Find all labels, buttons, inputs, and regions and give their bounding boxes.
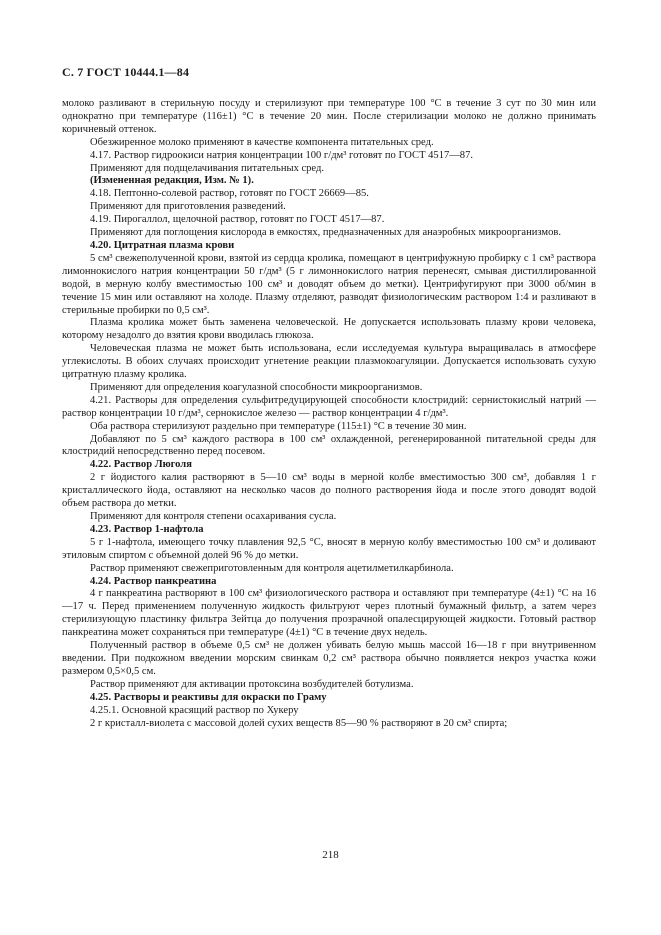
section-heading: 4.20. Цитратная плазма крови (90, 239, 235, 251)
page-header: С. 7 ГОСТ 10444.1—84 (62, 65, 190, 79)
paragraph: Плазма кролика может быть заменена человеческой. Не допускается использовать плазму крови человека, которому незадолго до взятия крови вводилась глюкоза. (62, 317, 596, 342)
paragraph: 2 г йодистого калия растворяют в 5—10 см³ воды в мерной колбе вместимостью 300 см³, добавляя 1 г кристаллического йода, оставляют на несколько часов до полного растворения йода и после этого доводят водой объем раствора до метки. (62, 472, 596, 510)
section-heading: 4.24. Раствор панкреатина (90, 575, 217, 587)
paragraph: Обезжиренное молоко применяют в качестве компонента питательных сред. (90, 136, 434, 148)
paragraph: Полученный раствор в объеме 0,5 см³ не должен убивать белую мышь массой 16—18 г при внутривенном введении. При подкожном введении морским свинкам 0,2 см³ раствора обычно появляется некроз участка кожи размером 0,5×0,5 см. (62, 640, 596, 677)
paragraph: Добавляют по 5 см³ каждого раствора в 100 см³ охлажденной, регенерированной питательной среды для клостридий непосредственно перед посевом. (62, 433, 596, 458)
paragraph: Оба раствора стерилизуют раздельно при температуре (115±1) °С в течение 30 мин. (90, 420, 467, 432)
paragraph: Применяют для приготовления разведений. (90, 201, 286, 213)
paragraph: 4.21. Растворы для определения сульфитредуцирующей способности клостридий: сернистокислый натрий — раствор концентрации 10 г/дм³, сернокислое железо — раствор концентрации 4 г/дм³. (62, 394, 596, 419)
paragraph: Применяют для определения коагулазной способности микроорганизмов. (90, 381, 423, 393)
section-heading: 4.22. Раствор Люголя (90, 459, 192, 471)
paragraph: 4.18. Пептонно-солевой раствор, готовят по ГОСТ 26669—85. (90, 188, 369, 200)
paragraph: 4 г панкреатина растворяют в 100 см³ физиологического раствора и оставляют при температуре (4±1) °С на 16—17 ч. Перед применением полученную жидкость фильтруют через плотный бумажный фильтр, а затем через стерилизующую пластинку фильтра Зейтца до получения прозрачной опалесцирующей жидкости. Готовый раствор панкреатина может сохраняться при температуре (4±1) °С в течение двух недель. (62, 588, 596, 639)
paragraph: 2 г кристалл-виолета с массовой долей сухих веществ 85—90 % растворяют в 20 см³ спирта; (90, 717, 508, 729)
page-number: 218 (322, 849, 339, 861)
paragraph: 4.19. Пирогаллол, щелочной раствор, готовят по ГОСТ 4517—87. (90, 214, 385, 226)
paragraph: 5 г 1-нафтола, имеющего точку плавления 92,5 °С, вносят в мерную колбу вместимостью 100 см³ и доливают этиловым спиртом с объемной долей 96 % до метки. (62, 536, 596, 561)
section-heading: (Измененная редакция, Изм. № 1). (90, 175, 254, 187)
paragraph: Раствор применяют свежеприготовленным для контроля ацетилметилкарбинола. (90, 562, 454, 574)
paragraph: Применяют для контроля степени осахаривания сусла. (90, 511, 337, 522)
section-heading: 4.23. Раствор 1-нафтола (90, 523, 204, 535)
paragraph: Применяют для подщелачивания питательных сред. (90, 162, 324, 174)
paragraph: молоко разливают в стерильную посуду и стерилизуют при температуре 100 °С в течение 3 сут по 30 мин или однократно при температуре (116±1) °С в течение 20 мин. После стерилизации молоко не должно принимать коричневый оттенок. (62, 98, 596, 135)
paragraph: Раствор применяют для активации протоксина возбудителей ботулизма. (90, 678, 414, 690)
paragraph: 4.17. Раствор гидроокиси натрия концентрации 100 г/дм³ готовят по ГОСТ 4517—87. (90, 149, 473, 161)
paragraph: 4.25.1. Основной красящий раствор по Хукеру (90, 704, 299, 716)
paragraph: Человеческая плазма не может быть использована, если исследуемая культура выращивалась в атмосфере углекислоты. В обоих случаях происходит угнетение реакции плазмокоагуляции. Допускается использовать сухую цитратную плазму кролика. (62, 343, 596, 381)
paragraph: Применяют для поглощения кислорода в емкостях, предназначенных для анаэробных микроорганизмов. (90, 227, 561, 239)
paragraph: 5 см³ свежеполученной крови, взятой из сердца кролика, помещают в центрифужную пробирку с 1 см³ раствора лимоннокислого натрия концентрации 50 г/дм³ (5 г лимоннокислого натрия перенесят, смывая дистиллированной водой, в мерную колбу вместимостью 100 см³ и доводят объем до метки). Центрифугируют при 3000 об/мин в течение 15 мин или оставляют на холоде. Плазму отделяют, разводят физиологическим раствором 1:4 и разливают в стерильные пробирки по 0,5 см³. (62, 252, 596, 316)
section-heading: 4.25. Растворы и реактивы для окраски по Граму (90, 691, 327, 703)
document-body (62, 98, 596, 730)
